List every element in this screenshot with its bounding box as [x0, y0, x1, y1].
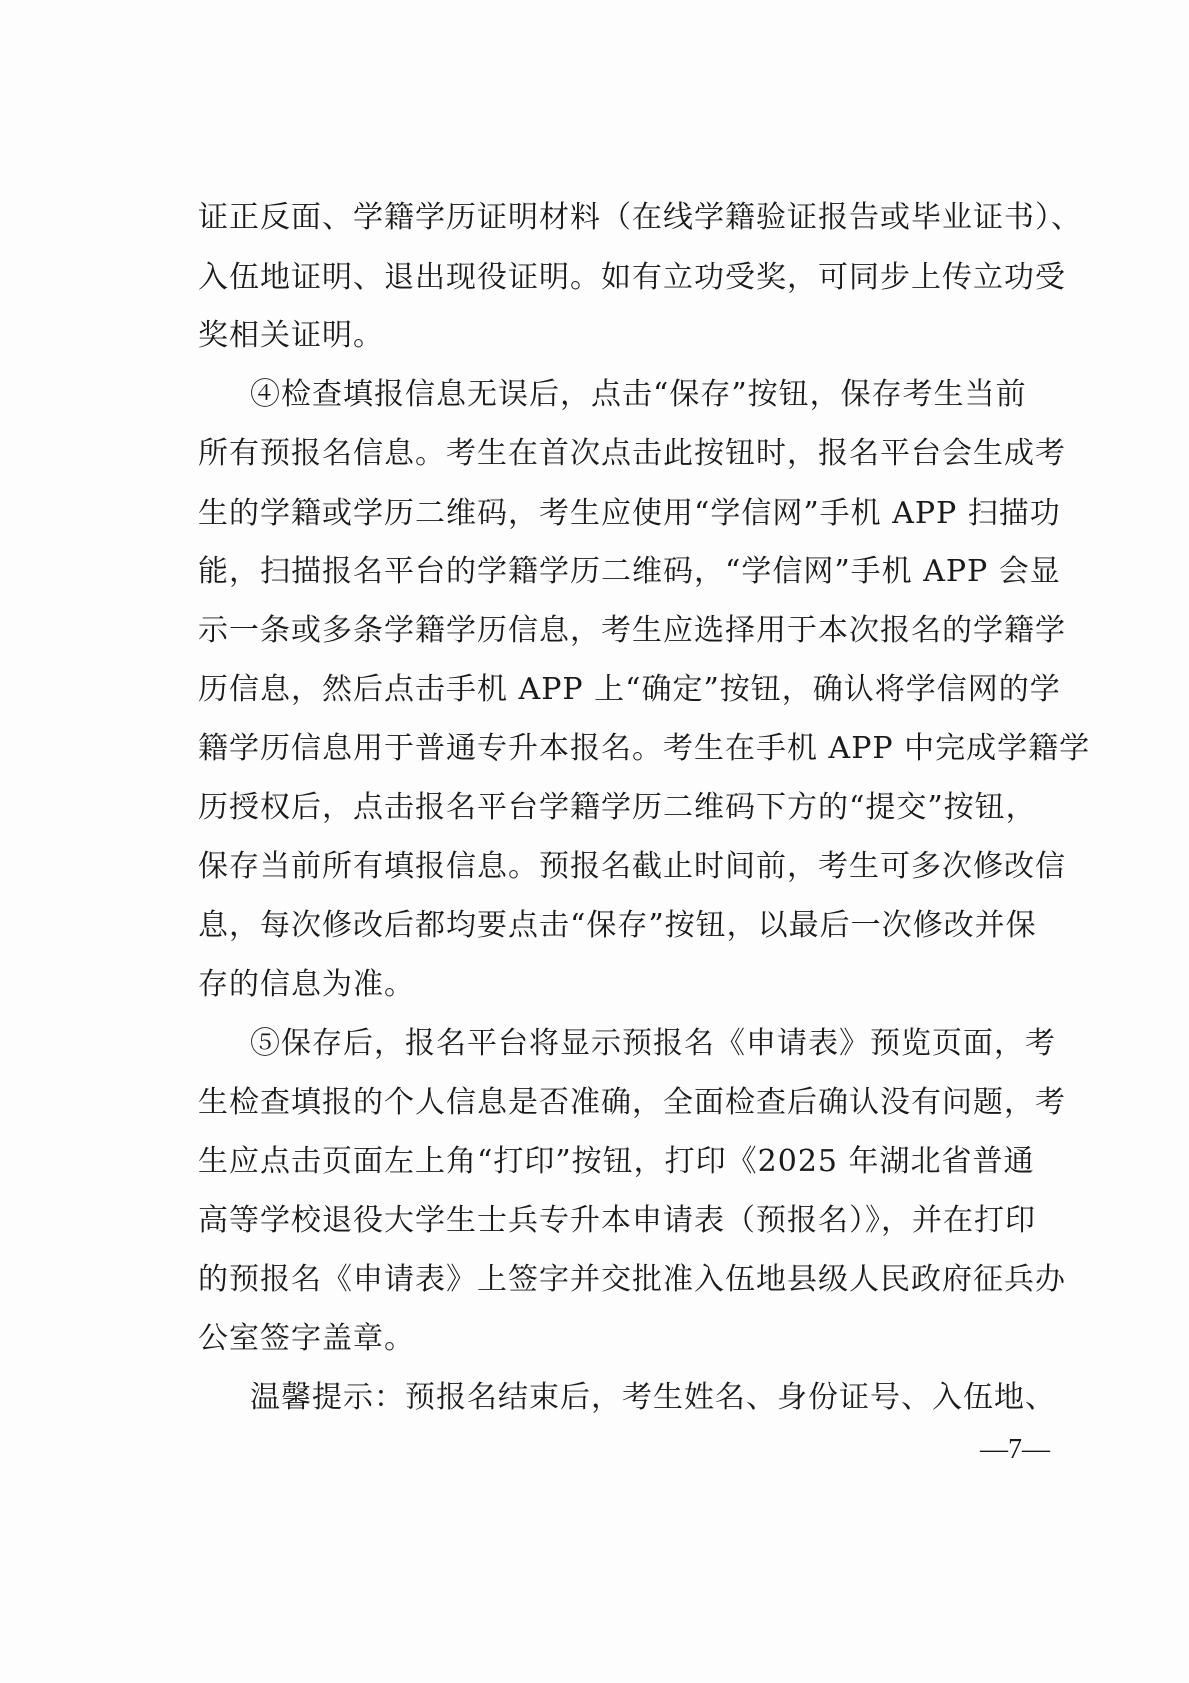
text-line-17: 生应点击页面左上角“打印”按钮，打印《2025 年湖北省普通 [198, 1144, 1035, 1179]
text-line-20: 公室签字盖章。 [198, 1321, 415, 1356]
text-line-11: 历授权后，点击报名平台学籍学历二维码下方的“提交”按钮， [198, 790, 1037, 825]
text-line-4: ④检查填报信息无误后，点击“保存”按钮，保存考生当前 [250, 377, 1027, 412]
text-line-19: 的预报名《申请表》上签字并交批准入伍地县级人民政府征兵办 [198, 1262, 1066, 1297]
text-line-21: 温馨提示：预报名结束后，考生姓名、身份证号、入伍地、 [250, 1380, 1056, 1415]
text-line-3: 奖相关证明。 [198, 318, 384, 353]
text-line-14: 存的信息为准。 [198, 967, 415, 1002]
text-line-12: 保存当前所有填报信息。预报名截止时间前，考生可多次修改信 [198, 849, 1066, 884]
text-line-15: ⑤保存后，报名平台将显示预报名《申请表》预览页面，考 [250, 1026, 1056, 1061]
text-line-10: 籍学历信息用于普通专升本报名。考生在手机 APP 中完成学籍学 [198, 731, 1091, 766]
text-line-9: 历信息，然后点击手机 APP 上“确定”按钮，确认将学信网的学 [198, 672, 1061, 707]
text-line-7: 能，扫描报名平台的学籍学历二维码，“学信网”手机 APP 会显 [198, 554, 1061, 589]
text-line-2: 入伍地证明、退出现役证明。如有立功受奖，可同步上传立功受 [198, 260, 1066, 295]
text-line-18: 高等学校退役大学生士兵专升本申请表（预报名）》，并在打印 [198, 1203, 1036, 1238]
text-line-6: 生的学籍或学历二维码，考生应使用“学信网”手机 APP 扫描功 [198, 496, 1061, 531]
text-line-1: 证正反面、学籍学历证明材料（在线学籍验证报告或毕业证书）、 [198, 200, 1082, 235]
text-line-5: 所有预报名信息。考生在首次点击此按钮时，报名平台会生成考 [198, 436, 1066, 471]
text-line-8: 示一条或多条学籍学历信息，考生应选择用于本次报名的学籍学 [198, 613, 1066, 648]
text-line-16: 生检查填报的个人信息是否准确，全面检查后确认没有问题，考 [198, 1085, 1066, 1120]
page-number: —7— [980, 1434, 1050, 1465]
text-line-13: 息，每次修改后都均要点击“保存”按钮，以最后一次修改并保 [198, 908, 1037, 943]
